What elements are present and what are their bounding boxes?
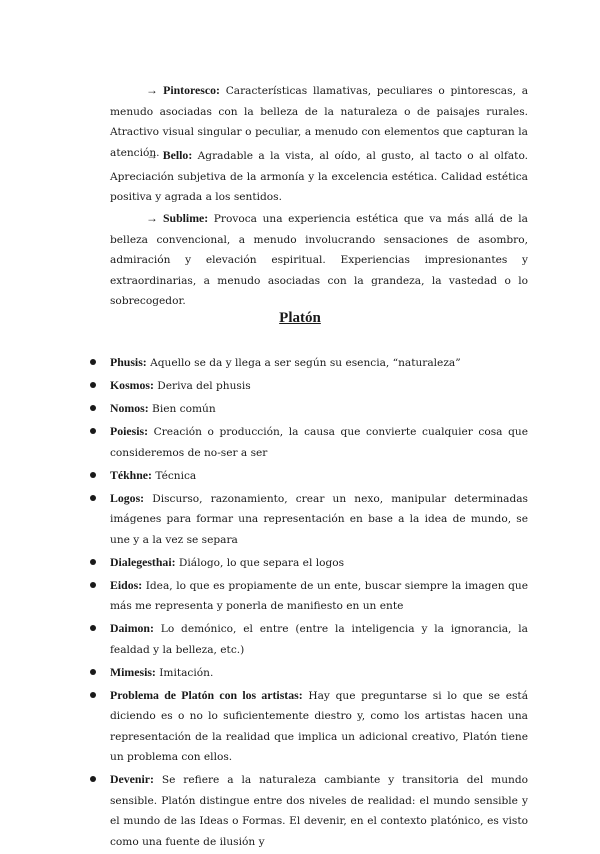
definition-pintoresco: Características llamativas, peculiares o pintorescas, a menudo asociadas con la belleza de la naturaleza o de paisajes rurales. Atractivo visual singular o peculiar, a menudo con elementos que capturan la atención. [110,85,529,159]
item-text: Idea, lo que es propiamente de un ente, buscar siempre la imagen que más me representa y ponerla de manifiesto en un ente [110,579,528,612]
item-text: Imitación. [155,666,214,679]
list-item [0,662,528,684]
indent [110,85,146,97]
list-item [0,685,528,768]
list-item [0,488,528,551]
item-term: Phusis: [110,355,147,369]
item-text: Diálogo, lo que separa el logos [175,556,345,569]
term-sublime: → Sublime: [146,211,209,225]
item-text: Aquello se da y llega a ser según su esencia, “naturaleza” [146,357,461,369]
bullet-icon [90,359,96,365]
item-term: Eidos: [110,577,143,592]
intro-paragraph-sublime [110,208,528,312]
list-item [0,769,528,852]
item-term: Tékhne: [110,467,152,482]
list-item [0,618,528,660]
item-term: Logos: [110,490,145,505]
bullet-icon [90,382,96,388]
indent [110,213,146,225]
bullet-icon [90,559,96,565]
item-term: Daimon: [110,621,154,635]
item-term: Dialegesthai: [110,554,176,569]
item-term: Poiesis: [110,424,149,438]
definition-sublime: Provoca una experiencia estética que va más allá de la belleza convencional, a menudo involucrando sensaciones de asombro, admiración y elevación espiritual. Experiencias impresionantes y extraordinarias, a menudo asociadas con la grandeza, la vastedad o lo sobrecogedor. [110,213,528,307]
item-term: Problema de Platón con los artistas: [110,687,303,702]
list-item [0,352,528,374]
bullet-icon [90,495,96,501]
item-text: Técnica [151,469,197,482]
item-text: Deriva del phusis [153,380,251,392]
section-title: Platón [279,310,321,326]
item-term: Devenir: [110,772,154,786]
item-term: Mimesis: [110,664,156,679]
list-item [0,552,528,574]
bullet-icon [90,776,96,782]
bullet-icon [90,692,96,698]
item-text: Creación o producción, la causa que convierte cualquier cosa que consideremos de no-ser a ser [110,426,528,459]
list-item [0,421,528,463]
bullet-icon [90,405,96,411]
term-bello: → Bello: [146,148,193,162]
item-text: Hay que preguntarse si lo que se está diciendo es o no lo suficientemente diestro y, como los artistas hacen una representación de la realidad que implica un adicional creativo, Platón tiene un problema con ellos. [110,689,529,763]
concept-list [0,352,600,854]
list-item [0,375,528,397]
item-text: Bien común [148,403,216,415]
definition-bello: Agradable a la vista, al oído, al gusto, al tacto o al olfato. Apreciación subjetiva de la armonía y la excelencia estética. Calidad estética positiva y agrada a los sentidos. [110,150,528,203]
bullet-icon [90,472,96,478]
item-text: Discurso, razonamiento, crear un nexo, manipular determinadas imágenes para formar una representación en base a la idea de mundo, se une y a la vez se separa [110,492,528,546]
bullet-icon [90,582,96,588]
list-item [0,575,528,617]
item-text: Lo demónico, el entre (entre la inteligencia y la ignorancia, la fealdad y la belleza, etc.) [110,623,528,656]
indent [110,150,146,162]
list-item [0,398,528,420]
bullet-icon [90,625,96,631]
list-item [0,465,528,487]
item-text: Se refiere a la naturaleza cambiante y transitoria del mundo sensible. Platón distingue entre dos niveles de realidad: el mundo sensible y el mundo de las Ideas o Formas. El devenir, en el contexto platónico, es visto como una fuente de ilusión y [110,774,528,848]
item-term: Nomos: [110,401,149,415]
term-pintoresco: → Pintoresco: [146,83,220,97]
bullet-icon [90,669,96,675]
intro-paragraph-bello [110,145,528,208]
item-term: Kosmos: [110,378,154,392]
bullet-icon [90,428,96,434]
